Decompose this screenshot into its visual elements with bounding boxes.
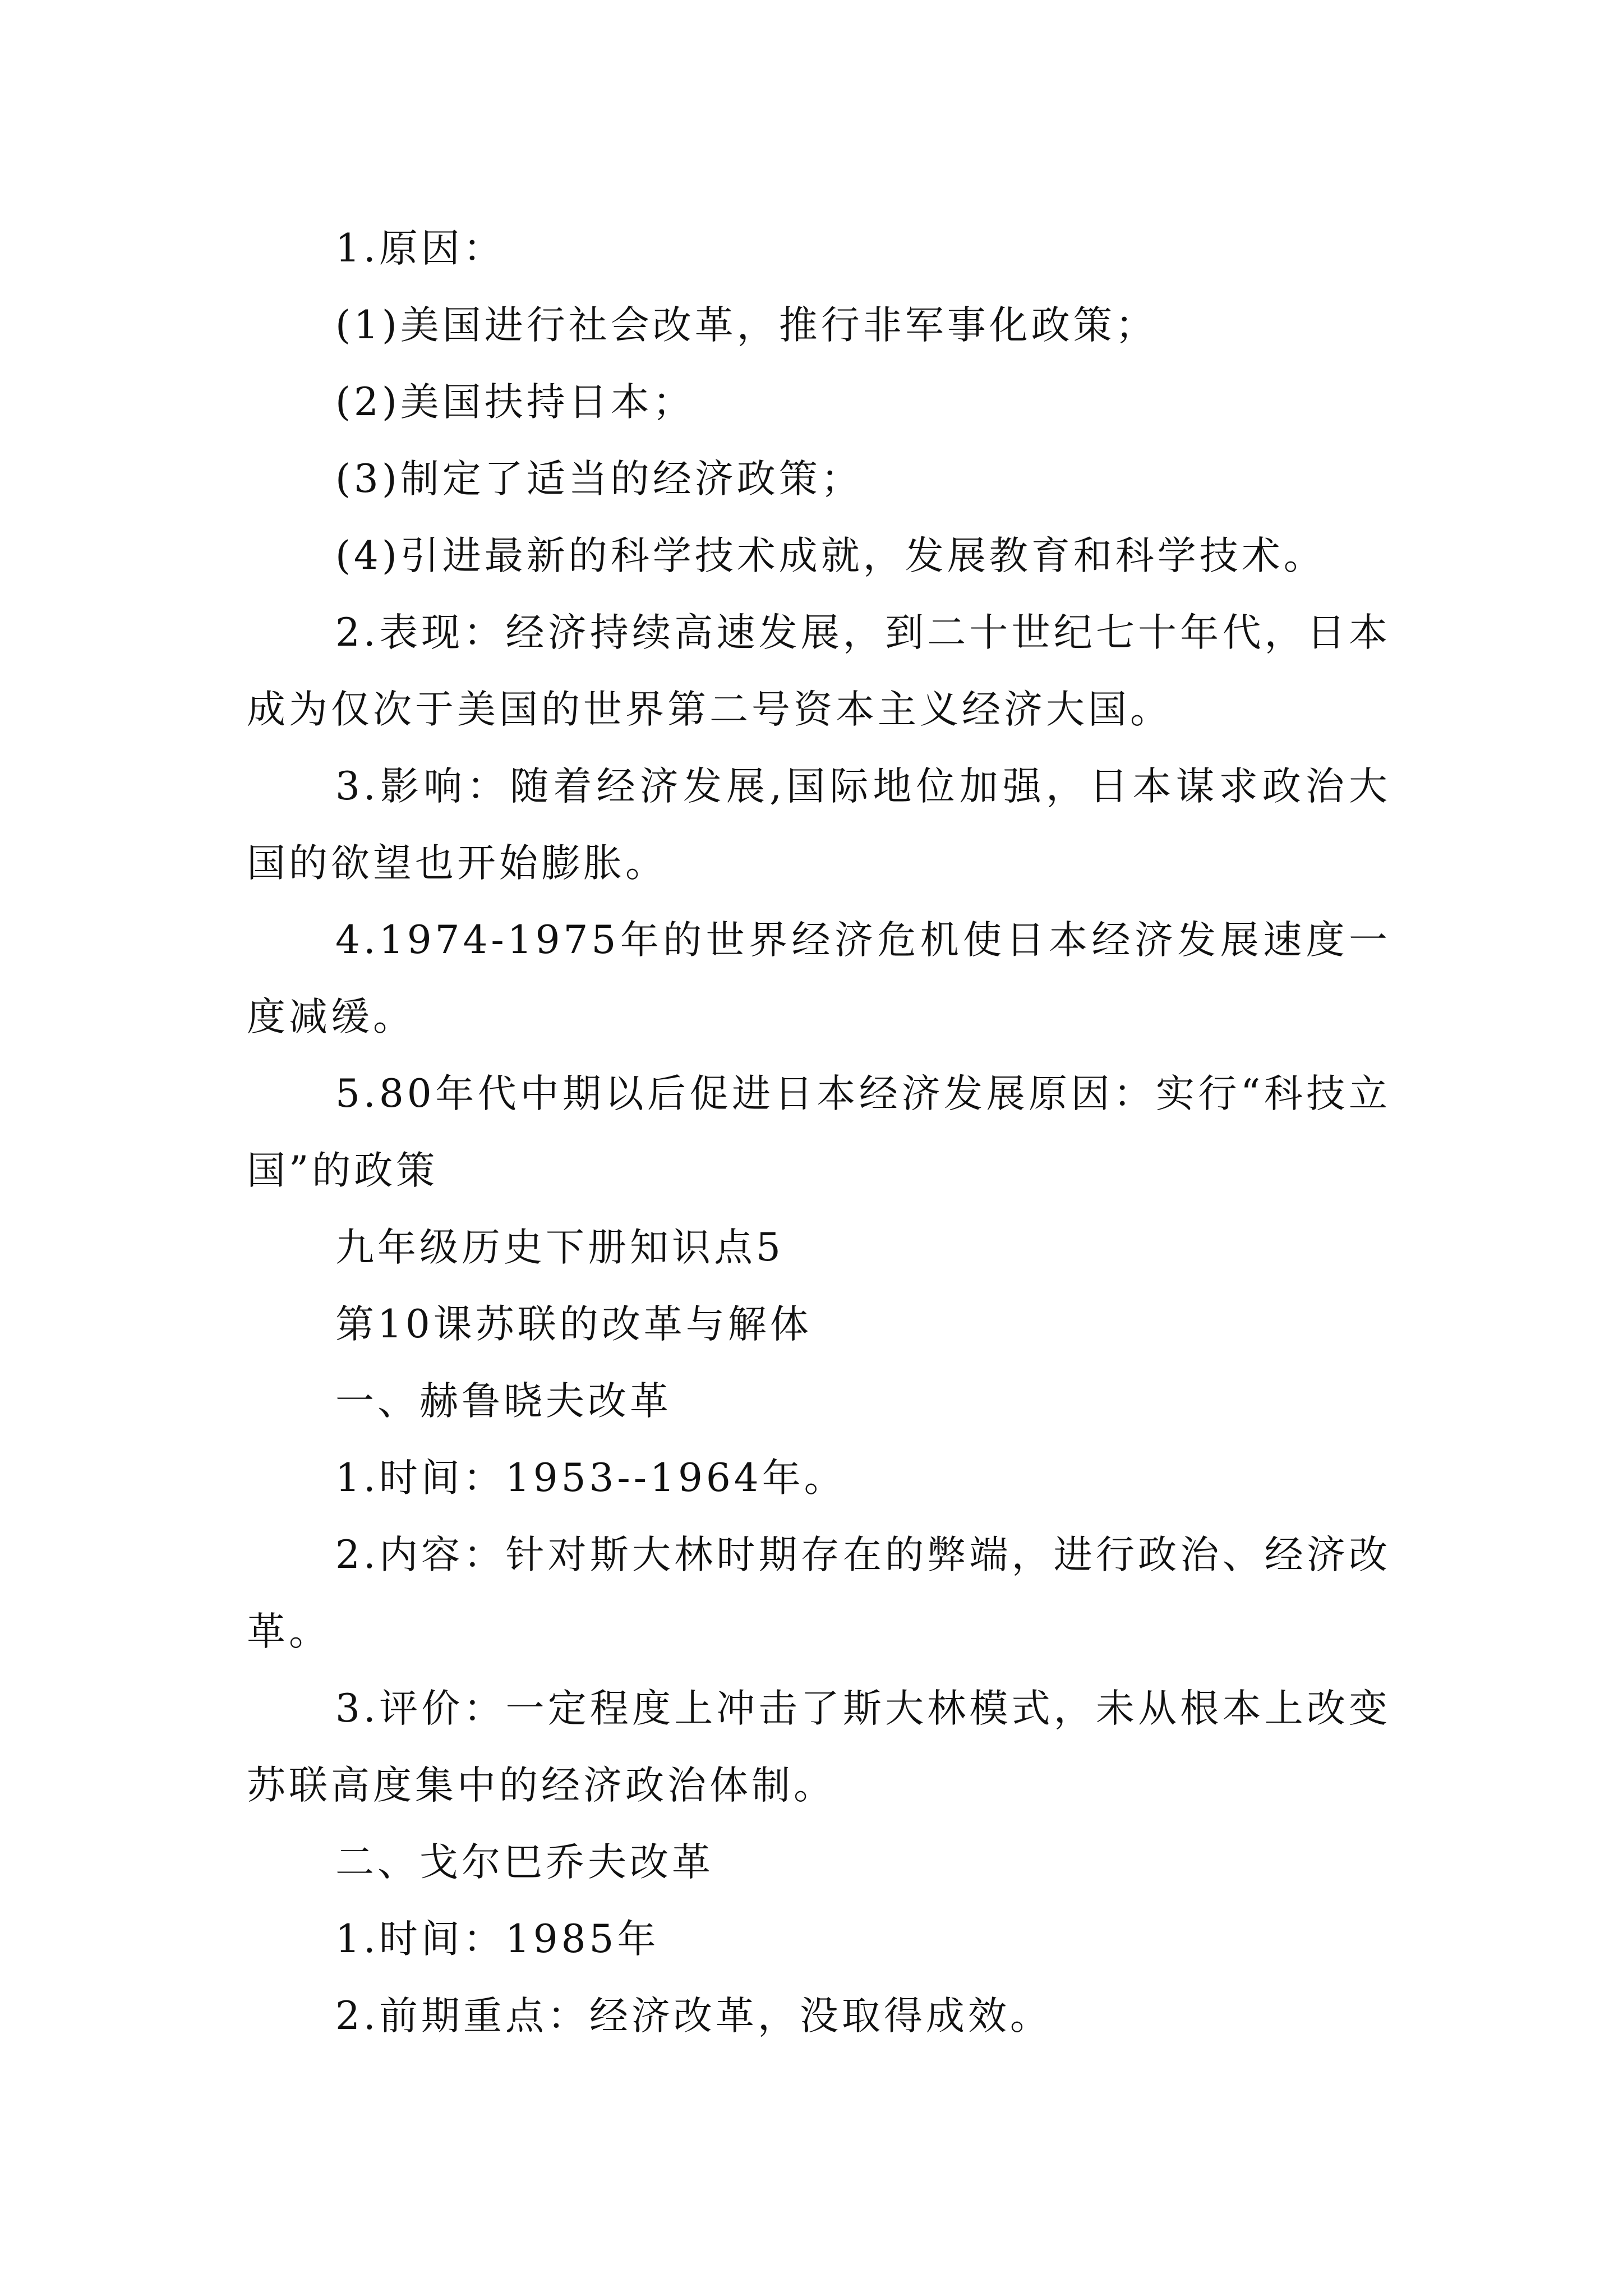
khrushchev-content: 2.内容：针对斯大林时期存在的弊端，进行政治、经济改革。 [247, 1533, 1391, 1654]
reason-item-2: (2)美国扶持日本； [335, 380, 695, 425]
reason-item-3: (3)制定了适当的经济政策； [335, 457, 863, 501]
reason-item-4: (4)引进最新的科学技术成就，发展教育和科学技术。 [335, 533, 1326, 578]
gorbachev-time: 1.时间：1985年 [335, 1917, 660, 1962]
khrushchev-time: 1.时间：1953--1964年。 [335, 1456, 846, 1501]
eighties-paragraph: 5.80年代中期以后促进日本经济发展原因：实行“科技立国”的政策 [247, 1071, 1391, 1193]
section-title: 九年级历史下册知识点5 [335, 1225, 784, 1270]
performance-paragraph: 2.表现：经济持续高速发展，到二十世纪七十年代，日本成为仅次于美国的世界第二号资本主义经济大国。 [247, 610, 1391, 732]
gorbachev-early-focus: 2.前期重点：经济改革，没取得成效。 [335, 1994, 1052, 2039]
reason-item-1: (1)美国进行社会改革，推行非军事化政策； [335, 303, 1158, 348]
gorbachev-heading: 二、戈尔巴乔夫改革 [335, 1840, 714, 1885]
khrushchev-heading: 一、赫鲁晓夫改革 [335, 1379, 672, 1424]
document-body [247, 210, 1391, 2055]
lesson-title: 第10课苏联的改革与解体 [335, 1302, 812, 1347]
khrushchev-evaluation: 3.评价：一定程度上冲击了斯大林模式，未从根本上改变苏联高度集中的经济政治体制。 [247, 1686, 1391, 1808]
reason-heading: 1.原因： [335, 226, 505, 271]
influence-paragraph: 3.影响：随着经济发展,国际地位加强，日本谋求政治大国的欲望也开始膨胀。 [247, 764, 1391, 886]
crisis-paragraph: 4.1974-1975年的世界经济危机使日本经济发展速度一度减缓。 [247, 918, 1391, 1039]
